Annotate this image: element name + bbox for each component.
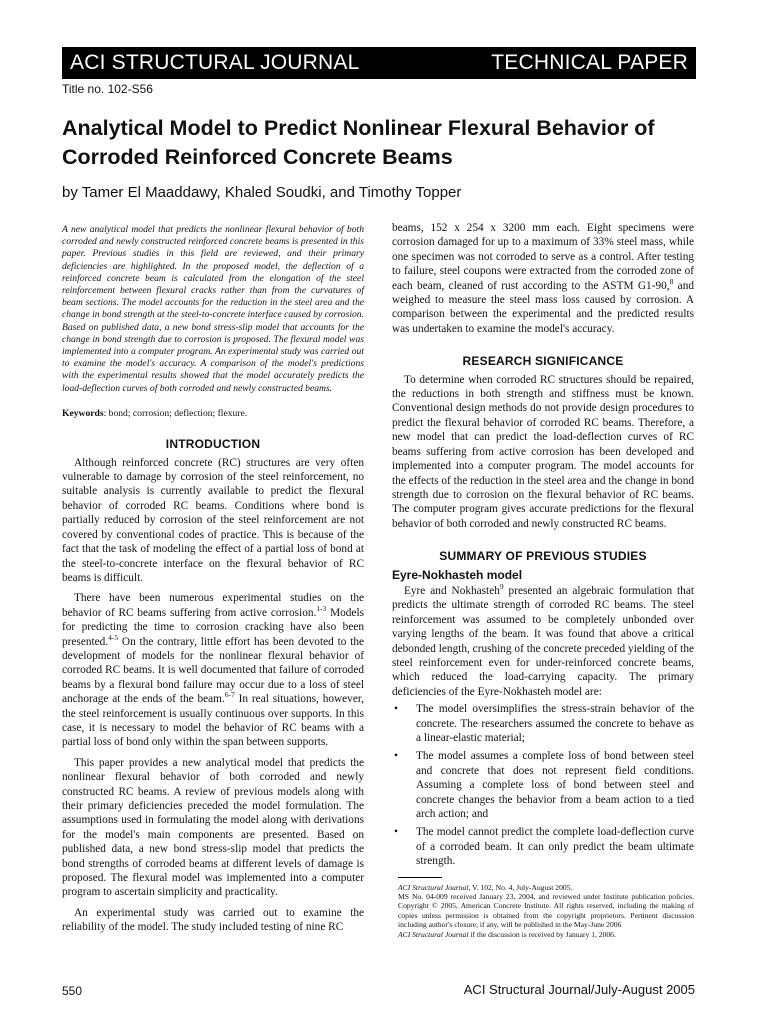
- intro-p2-text-b: Models for predicting the time to corrosion cracking have also been presented.: [62, 606, 364, 648]
- eyre-nokhasteh-subheading: Eyre-Nokhasteh model: [392, 567, 523, 582]
- intro-cont-text-a: beams, 152 x 254 x 3200 mm each. Eight specimens were corrosion damaged for up to a maximum of 33% steel mass, while one specimen was not corroded to serve as a control. After testing to failure, steel coupons were extracted from the corroded zone of each beam, cleaned of rust according to the ASTM G1-90,: [392, 222, 694, 292]
- left-column: [62, 224, 364, 935]
- journal-header-bar: [62, 47, 696, 79]
- intro-paragraph-4: An experimental study was carried out to examine the reliability of the model. The study included testing of nine RC: [62, 906, 364, 934]
- footnote-line-3: [398, 930, 694, 939]
- ref-4-5: 4-5: [108, 632, 119, 642]
- intro-p2-text-d: In real situations, however, the steel reinforcement is usually continuous over supports. In this case, it is necessary to model the behavior of RC beams with a partial loss of bond only within the span between supports.: [62, 693, 364, 749]
- right-column: [392, 221, 694, 939]
- previous-studies-heading: SUMMARY OF PREVIOUS STUDIES: [439, 549, 647, 564]
- intro-paragraph-3: This paper provides a new analytical model that predicts the nonlinear flexural behavior of both corroded and newly constructed RC beams. A review of previous models along with their primary deficiencies preceded the model formulation. The assumptions used in formulating the model along with derivations for the model's main components are presented. Based on published data, a new bond stress-slip model that predicts the bond strengths of corroded beams at different levels of damage is proposed. The flexural model was implemented into a computer program to ascertain simplicity and practicality.: [62, 756, 364, 899]
- paper-type: TECHNICAL PAPER: [491, 51, 688, 74]
- journal-name: ACI STRUCTURAL JOURNAL: [70, 51, 360, 74]
- footnote-line-2: MS No. 04-009 received January 23, 2004, and reviewed under Institute publication policies. Copyright © 2005, American Concrete Institute. All rights reserved, including the making of copies unless permission is obtained from the copyright proprietors. Pertinent discussion including author's closure, if any, will be published in the May-June 2006: [398, 892, 694, 930]
- research-significance-paragraph: To determine when corroded RC structures should be repaired, the reductions in both strength and stiffness must be known. Conventional design methods do not provide design procedures to predict the flexural behavior of corroded RC beams. Therefore, a new model that can predict the load-deflection curves of RC beams suffering from active corrosion has been developed and implemented into a computer program. The model accounts for the effects of the reduction in the steel area and the change in bond strength due to corrosion on the flexural behavior of RC beams. The computer program gives accurate predictions for the flexural behavior of both corroded and newly constructed RC beams.: [392, 373, 694, 530]
- keywords-label: Keywords: [62, 407, 104, 419]
- abstract: A new analytical model that predicts the nonlinear flexural behavior of both corroded and newly constructed reinforced concrete beams is presented in this paper. Previous studies in this field are reviewed, and their primary deficiencies are highlighted. In the proposed model, the deflection of a reinforced concrete beam is calculated from the elongation of the steel reinforcement between flexural cracks rather than from the curvatures of beam sections. The model accounts for the reduction in the steel area and the change in bond strength at the steel-to-concrete interface caused by corrosion. Based on published data, a new bond stress-slip model that accounts for the change in bond strength due to corrosion is proposed. The flexural model was implemented into a computer program. An experimental study was carried out to examine the model's accuracy. A comparison of the model's predictions with the experimental results showed that the model accurately predicts the load-deflection curves of both corroded and newly constructed beams.: [62, 224, 364, 394]
- keywords-text: : bond; corrosion; deflection; flexure.: [103, 407, 248, 419]
- footnote-journal-2: ACI Structural Journal: [398, 929, 469, 939]
- page-number: 550: [62, 984, 83, 998]
- eyre-nokhasteh-paragraph: [392, 584, 694, 699]
- footnote-divider: [398, 877, 442, 878]
- eyre-text-a: Eyre and Nokhasteh: [404, 584, 500, 597]
- footnote: [392, 883, 694, 939]
- footnote-volume: , V. 102, No. 4, July-August 2005.: [468, 882, 573, 892]
- intro-paragraph-1: Although reinforced concrete (RC) structures are very often vulnerable to damage by corrosion of the steel reinforcement, no suitable analysis is currently available to predict the flexural behavior of corroded RC beams. Conditions where bond is partially reduced by corrosion of the steel reinforcement are not covered by conventional codes of practice. This is because of the fact that the task of modeling the effect of a partial loss of bond at the steel-to-concrete interface on the flexural behavior of RC beams is difficult.: [62, 456, 364, 584]
- intro-continuation: [392, 221, 694, 336]
- paper-title: Analytical Model to Predict Nonlinear Flexural Behavior of Corroded Reinforced Concrete Beams: [62, 116, 655, 169]
- intro-p2-text-c: On the contrary, little effort has been devoted to the development of models for the nonlinear flexural behavior of corroded RC beams. It is well documented that failure of corroded beams by a flexural bond failure may occur due to a loss of steel anchorage at the ends of the beam.: [62, 635, 364, 706]
- journal-footer: ACI Structural Journal/July-August 2005: [463, 982, 695, 997]
- ref-9: 9: [499, 582, 504, 592]
- intro-p2-text-a: There have been numerous experimental studies on the behavior of RC beams suffering from active corrosion.: [62, 592, 364, 619]
- list-item: • The model oversimplifies the stress-strain behavior of the concrete. The researchers assumed the concrete to behave as a linear-elastic material;: [392, 702, 694, 745]
- keywords: [62, 407, 364, 421]
- introduction-heading: INTRODUCTION: [165, 437, 261, 452]
- list-item: • The model cannot predict the complete load-deflection curve of a corroded beam. It can only predict the beam ultimate strength.: [392, 825, 694, 868]
- ref-8: 8: [669, 276, 674, 286]
- intro-paragraph-2: [62, 591, 364, 749]
- research-significance-heading: RESEARCH SIGNIFICANCE: [462, 354, 624, 369]
- author-line: by Tamer El Maaddawy, Khaled Soudki, and Timothy Topper: [62, 184, 462, 201]
- title-number: Title no. 102-S56: [62, 82, 153, 96]
- ref-6-7: 6-7: [224, 690, 235, 700]
- footnote-line-1: [398, 883, 694, 892]
- footnote-journal: ACI Structural Journal: [398, 882, 469, 892]
- ref-1-3: 1-3: [316, 603, 327, 613]
- list-item: • The model assumes a complete loss of bond between steel and concrete that does not represent field conditions. Assuming a complete loss of bond between steel and concrete changes the behavior from a beam action to a tied arch action; and: [392, 749, 694, 821]
- footnote-discussion: if the discussion is received by January 1, 2006.: [468, 929, 616, 939]
- eyre-text-b: presented an algebraic formulation that predicts the ultimate strength of corroded RC beams. The steel reinforcement was assumed to be completely unbonded over varying lengths of the beam. It was found that above a critical debonded length, crushing of the concrete preceded yielding of the steel reinforcement even for under-reinforced concrete beams, which reduced the load-carrying capacity. The primary deficiencies of the Eyre-Nokhasteh model are:: [392, 584, 694, 698]
- intro-cont-text-b: and weighed to measure the steel mass loss caused by corrosion. A comparison between the experimental and the predicted results was undertaken to examine the model's accuracy.: [392, 279, 694, 335]
- deficiency-list: [392, 702, 694, 868]
